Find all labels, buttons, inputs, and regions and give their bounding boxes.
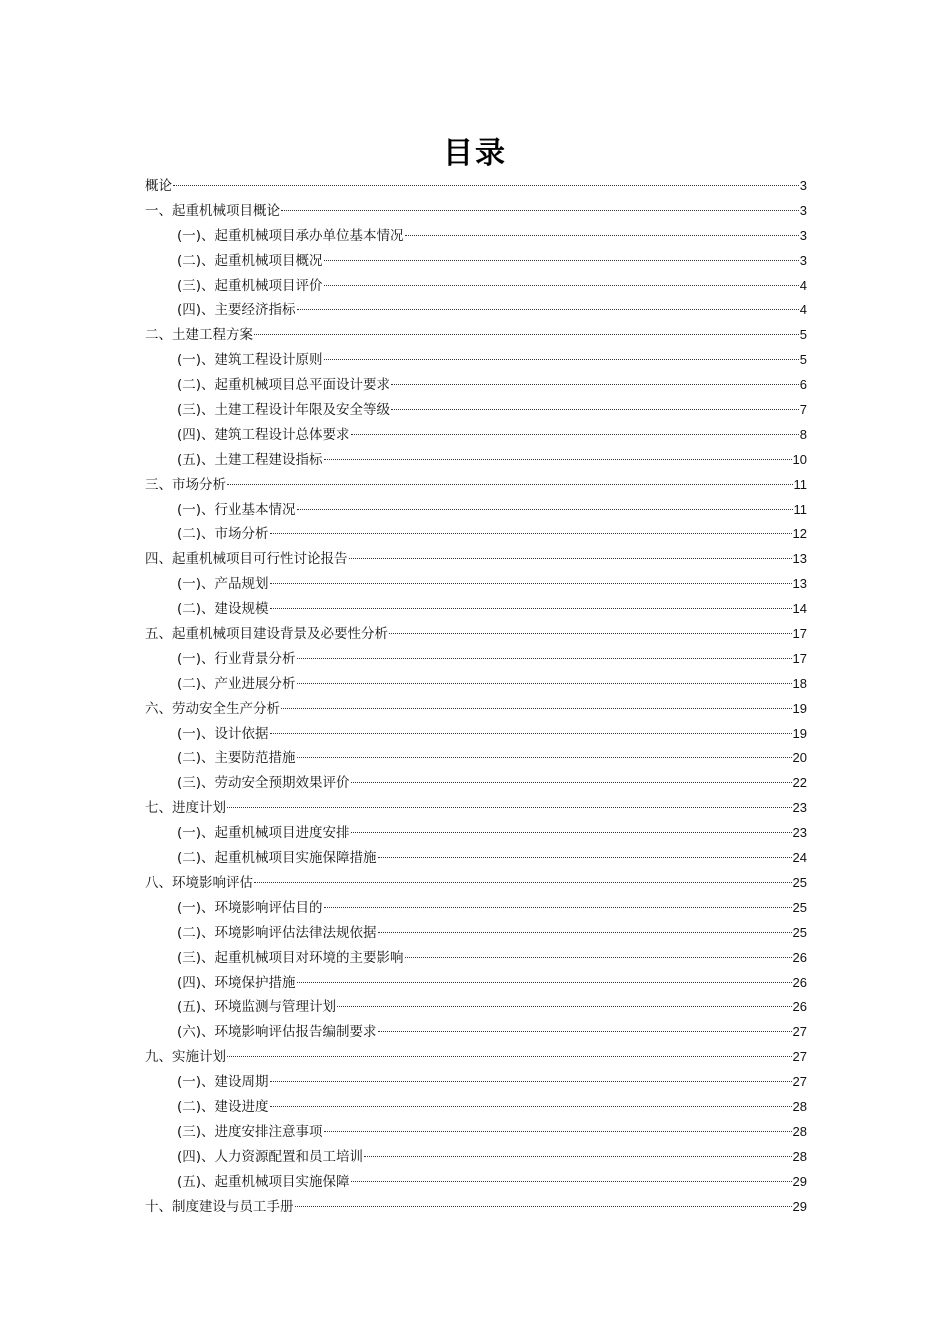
toc-entry-label: (一)、设计依据: [177, 725, 269, 742]
toc-entry-page-number: 5: [799, 327, 807, 343]
toc-entry-page-number: 27: [792, 1049, 807, 1065]
toc-entry-page-number: 3: [799, 202, 807, 218]
toc-entry-label: (二)、主要防范措施: [177, 750, 296, 767]
dot-leader: [270, 1106, 792, 1107]
toc-entry-label: (一)、行业基本情况: [177, 501, 296, 518]
dot-leader: [324, 1131, 792, 1132]
toc-entry-label: (二)、建设规模: [177, 601, 269, 618]
dot-leader: [281, 210, 799, 211]
toc-entry[interactable]: [145, 995, 807, 1020]
toc-entry-page-number: 25: [792, 874, 807, 890]
toc-entry[interactable]: [145, 846, 807, 871]
toc-entry[interactable]: [145, 1020, 807, 1045]
toc-entry-page-number: 12: [792, 526, 807, 542]
toc-entry-label: 五、起重机械项目建设背景及必要性分析: [145, 626, 388, 643]
toc-entry-page-number: 20: [792, 750, 807, 766]
toc-entry-page-number: 5: [799, 352, 807, 368]
toc-entry-page-number: 14: [792, 601, 807, 617]
toc-entry-label: (二)、起重机械项目概况: [177, 252, 323, 269]
toc-entry-label: (三)、劳动安全预期效果评价: [177, 775, 350, 792]
toc-entry-page-number: 23: [792, 825, 807, 841]
toc-entry-page-number: 17: [792, 650, 807, 666]
toc-entry-page-number: 19: [792, 700, 807, 716]
toc-entry-label: (四)、环境保护措施: [177, 974, 296, 991]
toc-entry[interactable]: [145, 647, 807, 672]
dot-leader: [391, 409, 799, 410]
toc-entry-page-number: 3: [799, 227, 807, 243]
toc-entry-page-number: 26: [792, 949, 807, 965]
dot-leader: [378, 932, 792, 933]
dot-leader: [254, 334, 799, 335]
toc-entry-label: 概论: [145, 178, 172, 194]
toc-entry-label: 六、劳动安全生产分析: [145, 700, 280, 717]
dot-leader: [351, 1181, 792, 1182]
toc-entry[interactable]: [145, 448, 807, 473]
dot-leader: [270, 733, 792, 734]
toc-entry[interactable]: [145, 896, 807, 921]
dot-leader: [337, 1006, 791, 1007]
toc-entry[interactable]: [145, 597, 807, 622]
toc-entry[interactable]: [145, 249, 807, 274]
toc-entry-page-number: 18: [792, 675, 807, 691]
toc-entry[interactable]: [145, 473, 807, 498]
toc-entry-label: (四)、主要经济指标: [177, 302, 296, 319]
toc-entry-page-number: 22: [792, 775, 807, 791]
toc-entry[interactable]: [145, 373, 807, 398]
toc-entry[interactable]: [145, 522, 807, 547]
dot-leader: [351, 832, 792, 833]
toc-entry[interactable]: [145, 572, 807, 597]
dot-leader: [351, 434, 799, 435]
dot-leader: [295, 1206, 792, 1207]
toc-entry-page-number: 29: [792, 1198, 807, 1214]
toc-entry[interactable]: [145, 1070, 807, 1095]
toc-title: 目录: [443, 136, 507, 171]
toc-entry[interactable]: [145, 274, 807, 299]
dot-leader: [281, 708, 792, 709]
toc-entry-label: (六)、环境影响评估报告编制要求: [177, 1024, 377, 1041]
dot-leader: [270, 608, 792, 609]
toc-entry-label: (一)、行业背景分析: [177, 650, 296, 667]
dot-leader: [270, 583, 792, 584]
dot-leader: [349, 558, 792, 559]
toc-entry[interactable]: [145, 323, 807, 348]
toc-entry-page-number: 26: [792, 974, 807, 990]
dot-leader: [227, 1056, 792, 1057]
toc-entry-page-number: 10: [792, 451, 807, 467]
toc-entry-label: (一)、产品规划: [177, 576, 269, 593]
toc-entry-label: 二、土建工程方案: [145, 327, 253, 344]
toc-entry-page-number: 13: [792, 576, 807, 592]
dot-leader: [254, 882, 792, 883]
toc-entry-label: (二)、市场分析: [177, 526, 269, 543]
toc-entry-page-number: 11: [793, 476, 807, 492]
toc-entry-label: 七、进度计划: [145, 800, 226, 817]
dot-leader: [297, 658, 792, 659]
dot-leader: [324, 260, 799, 261]
dot-leader: [297, 509, 793, 510]
dot-leader: [324, 285, 799, 286]
dot-leader: [324, 359, 799, 360]
dot-leader: [173, 185, 799, 186]
toc-entry[interactable]: [145, 498, 807, 523]
toc-entry-label: (三)、土建工程设计年限及安全等级: [177, 402, 391, 419]
toc-entry-label: (二)、建设进度: [177, 1098, 269, 1115]
toc-entry[interactable]: [145, 697, 807, 722]
toc-entry[interactable]: [145, 722, 807, 747]
toc-entry-label: (一)、起重机械项目进度安排: [177, 825, 350, 842]
toc-entry[interactable]: [145, 547, 807, 572]
toc-entry-label: (二)、起重机械项目实施保障措施: [177, 850, 377, 867]
dot-leader: [405, 957, 792, 958]
toc-entry[interactable]: [145, 199, 807, 224]
toc-entry-page-number: 26: [792, 999, 807, 1015]
dot-leader: [297, 309, 799, 310]
toc-entry-page-number: 17: [792, 626, 807, 642]
toc-entry[interactable]: [145, 298, 807, 323]
toc-entry-label: (四)、建筑工程设计总体要求: [177, 426, 350, 443]
toc-entry-label: (三)、起重机械项目评价: [177, 277, 323, 294]
toc-entry-page-number: 28: [792, 1148, 807, 1164]
table-of-contents: [145, 174, 807, 1219]
toc-entry-label: 一、起重机械项目概论: [145, 202, 280, 219]
toc-entry[interactable]: [145, 921, 807, 946]
toc-entry-page-number: 13: [792, 551, 807, 567]
toc-entry-page-number: 23: [792, 800, 807, 816]
toc-entry-page-number: 3: [799, 178, 807, 193]
toc-entry-page-number: 7: [799, 402, 807, 418]
toc-entry-label: (二)、环境影响评估法律法规依据: [177, 924, 377, 941]
dot-leader: [227, 807, 792, 808]
toc-entry-page-number: 4: [799, 277, 807, 293]
toc-entry-label: 九、实施计划: [145, 1049, 226, 1066]
toc-entry-label: (一)、起重机械项目承办单位基本情况: [177, 227, 404, 244]
toc-entry[interactable]: [145, 1095, 807, 1120]
toc-entry-page-number: 27: [792, 1024, 807, 1040]
toc-entry[interactable]: [145, 1145, 807, 1170]
toc-entry[interactable]: [145, 1170, 807, 1195]
dot-leader: [324, 907, 792, 908]
toc-entry[interactable]: [145, 1045, 807, 1070]
toc-entry[interactable]: [145, 821, 807, 846]
toc-entry-label: 八、环境影响评估: [145, 874, 253, 891]
dot-leader: [364, 1156, 791, 1157]
dot-leader: [391, 384, 799, 385]
toc-entry-label: (五)、起重机械项目实施保障: [177, 1173, 350, 1190]
toc-entry-label: (四)、人力资源配置和员工培训: [177, 1148, 364, 1165]
toc-entry-page-number: 3: [799, 252, 807, 268]
toc-entry-label: 四、起重机械项目可行性讨论报告: [145, 551, 348, 568]
toc-entry[interactable]: [145, 771, 807, 796]
dot-leader: [389, 633, 792, 634]
toc-entry-page-number: 24: [792, 850, 807, 866]
dot-leader: [297, 757, 792, 758]
toc-entry[interactable]: [145, 398, 807, 423]
dot-leader: [378, 857, 792, 858]
toc-entry-page-number: 29: [792, 1173, 807, 1189]
toc-entry-label: (一)、建筑工程设计原则: [177, 352, 323, 369]
toc-entry[interactable]: [145, 946, 807, 971]
dot-leader: [324, 459, 792, 460]
dot-leader: [270, 533, 792, 534]
toc-entry-label: (五)、土建工程建设指标: [177, 451, 323, 468]
toc-entry-page-number: 25: [792, 924, 807, 940]
dot-leader: [297, 982, 792, 983]
toc-entry[interactable]: [145, 971, 807, 996]
toc-entry-page-number: 28: [792, 1098, 807, 1114]
dot-leader: [227, 484, 793, 485]
toc-entry[interactable]: [145, 1195, 807, 1220]
toc-entry-page-number: 19: [792, 725, 807, 741]
toc-entry-page-number: 28: [792, 1123, 807, 1139]
toc-entry[interactable]: [145, 1120, 807, 1145]
toc-entry-label: (三)、进度安排注意事项: [177, 1123, 323, 1140]
dot-leader: [351, 782, 792, 783]
toc-entry-page-number: 4: [799, 302, 807, 318]
toc-entry-page-number: 11: [793, 501, 807, 517]
toc-entry[interactable]: [145, 348, 807, 373]
toc-entry-label: (二)、起重机械项目总平面设计要求: [177, 377, 391, 394]
toc-entry-label: (一)、环境影响评估目的: [177, 899, 323, 916]
toc-entry[interactable]: [145, 871, 807, 896]
toc-entry[interactable]: [145, 224, 807, 249]
toc-entry[interactable]: [145, 174, 807, 199]
toc-entry-label: 十、制度建设与员工手册: [145, 1198, 294, 1215]
toc-entry-page-number: 6: [799, 377, 807, 393]
toc-entry-label: (五)、环境监测与管理计划: [177, 999, 337, 1016]
toc-entry[interactable]: [145, 746, 807, 771]
toc-entry-label: (三)、起重机械项目对环境的主要影响: [177, 949, 404, 966]
toc-entry-label: 三、市场分析: [145, 476, 226, 493]
toc-entry-page-number: 25: [792, 899, 807, 915]
toc-entry[interactable]: [145, 423, 807, 448]
dot-leader: [405, 235, 799, 236]
dot-leader: [270, 1081, 792, 1082]
dot-leader: [378, 1031, 792, 1032]
toc-entry[interactable]: [145, 796, 807, 821]
toc-entry-page-number: 8: [799, 426, 807, 442]
toc-entry-page-number: 27: [792, 1074, 807, 1090]
toc-entry[interactable]: [145, 672, 807, 697]
toc-entry-label: (二)、产业进展分析: [177, 675, 296, 692]
toc-entry[interactable]: [145, 622, 807, 647]
dot-leader: [297, 683, 792, 684]
toc-entry-label: (一)、建设周期: [177, 1074, 269, 1091]
